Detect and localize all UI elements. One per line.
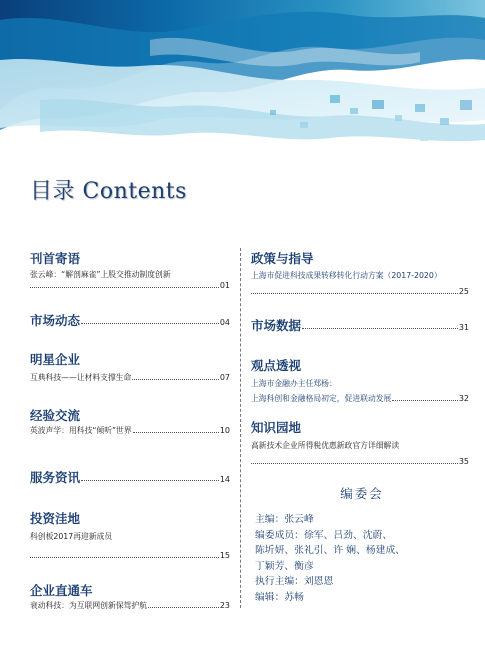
entry-page-number[interactable]: 01 <box>219 281 230 290</box>
entry-page-number[interactable]: 35 <box>458 457 469 466</box>
editorial-board <box>255 484 469 605</box>
toc-section-5 <box>30 470 230 485</box>
entry-page-line <box>30 280 230 291</box>
entry-page-line <box>251 286 469 297</box>
toc-section-4 <box>30 408 230 436</box>
entry-text: 互典科技——让材料支撑生命 <box>30 373 132 382</box>
section-title: 观点透视 <box>251 358 302 373</box>
toc-entry[interactable] <box>30 313 230 328</box>
leader-dots <box>251 293 458 294</box>
leader-dots <box>392 400 457 401</box>
entry-page-number: 04 <box>219 318 230 327</box>
board-line-members-3: 丁颖芳、衡彦 <box>255 560 314 572</box>
section-title: 经验交流 <box>30 408 81 423</box>
entry-subtitle: 上海市金融办主任郑杨： <box>251 379 337 388</box>
section-title: 服务资讯 <box>30 470 81 485</box>
section-title: 明星企业 <box>30 352 81 367</box>
section-title: 刊首寄语 <box>30 251 81 266</box>
toc-entry[interactable] <box>30 600 230 611</box>
entry-text[interactable]: 上海市促进科技成果转移转化行动方案（2017-2020） <box>251 271 442 280</box>
entry-page-number[interactable]: 25 <box>458 287 469 296</box>
leader-dots <box>81 323 219 324</box>
entry-page-number: 32 <box>458 394 469 403</box>
entry-page-line <box>251 456 469 467</box>
section-title: 政策与指导 <box>251 251 314 266</box>
board-line-members-2: 陈圻妍、张礼引、许 娴、杨建成、 <box>255 545 406 556</box>
entry-text: 英波声学：用科技“倾听”世界 <box>30 426 132 435</box>
toc-entry[interactable] <box>251 393 469 404</box>
entry-page-number: 10 <box>219 426 230 435</box>
section-title: 投资洼地 <box>30 511 81 526</box>
entry-text[interactable]: 张云峰：“解剖麻雀”上股交推动制度创新 <box>30 270 171 279</box>
leader-dots <box>148 607 219 608</box>
leader-dots <box>251 463 458 464</box>
leader-dots <box>81 480 219 481</box>
toc-entry[interactable] <box>30 372 230 383</box>
board-line-chief-editor: 主编：张云峰 <box>255 514 314 525</box>
column-divider <box>240 248 241 608</box>
toc-entry[interactable] <box>251 318 469 333</box>
section-title: 知识园地 <box>251 420 302 435</box>
board-line-members: 编委成员：徐军、吕劲、沈蔚、 <box>255 529 393 541</box>
entry-text[interactable]: 科创板2017再迎新成员 <box>30 532 113 541</box>
section-title: 企业直通车 <box>30 583 93 598</box>
leader-dots <box>30 557 219 558</box>
entry-page-number: 07 <box>219 373 230 382</box>
leader-dots <box>133 432 219 433</box>
entry-text: 衰动科技：为互联网创新保驾护航 <box>30 601 147 610</box>
board-line-executive-editor: 执行主编：刘恩恩 <box>255 576 334 587</box>
toc-section-1 <box>30 251 230 291</box>
editorial-board-title: 编委会 <box>340 486 384 501</box>
toc-section-8 <box>251 251 469 297</box>
entry-page-number: 14 <box>219 475 230 484</box>
section-title: 市场数据 <box>251 318 302 333</box>
entry-text: 上海科创和金融格局初定，促进联动发展 <box>251 394 392 403</box>
toc-section-7 <box>30 583 230 611</box>
board-line-editor: 编辑：苏畅 <box>255 591 304 603</box>
toc-section-9 <box>251 318 469 333</box>
entry-text[interactable]: 高新技术企业所得税优惠新政官方详细解读 <box>251 441 400 450</box>
entry-page-line <box>30 550 230 561</box>
toc-entry[interactable] <box>30 425 230 436</box>
toc-section-10 <box>251 358 469 404</box>
leader-dots <box>132 379 218 380</box>
toc-section-3 <box>30 352 230 383</box>
header-banner-graphic <box>0 0 485 160</box>
toc-section-2 <box>30 313 230 328</box>
toc-entry[interactable] <box>30 470 230 485</box>
entry-page-number: 23 <box>219 601 230 610</box>
entry-page-number: 31 <box>458 323 469 332</box>
toc-section-6 <box>30 511 230 561</box>
toc-section-11 <box>251 420 469 467</box>
leader-dots <box>30 287 219 288</box>
entry-page-number[interactable]: 15 <box>219 551 230 560</box>
section-title: 市场动态 <box>30 313 81 328</box>
leader-dots <box>302 328 458 329</box>
page-title: 目录 Contents <box>30 179 187 204</box>
